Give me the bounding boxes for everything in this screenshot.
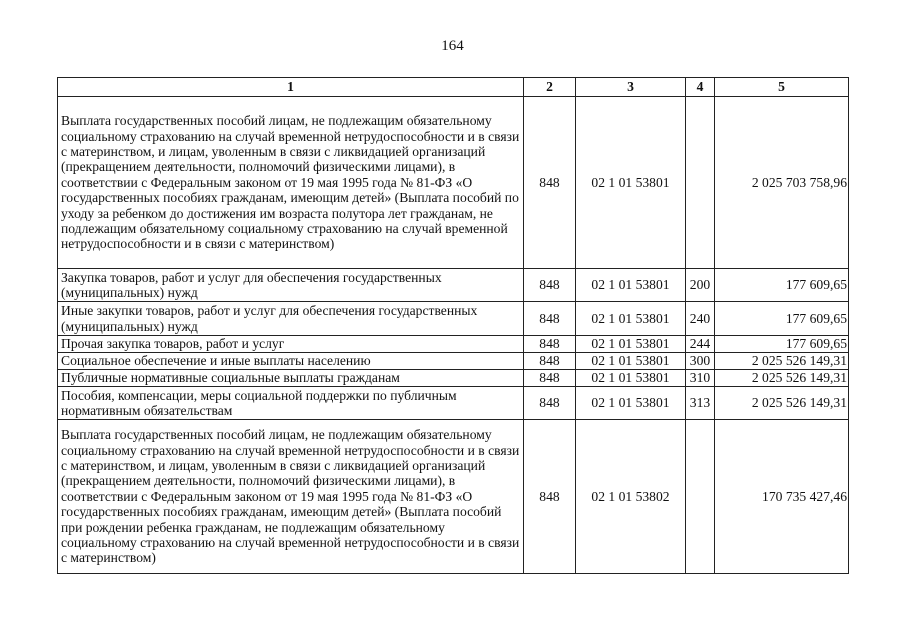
row-expense-type — [686, 97, 715, 269]
row-ministry: 848 — [524, 336, 576, 353]
table-row — [58, 97, 849, 269]
budget-table — [57, 77, 849, 574]
row-amount: 177 609,65 — [715, 269, 849, 302]
row-target-article: 02 1 01 53801 — [576, 302, 686, 336]
row-target-article: 02 1 01 53801 — [576, 370, 686, 387]
row-name: Публичные нормативные социальные выплаты гражданам — [58, 370, 524, 387]
row-name: Прочая закупка товаров, работ и услуг — [58, 336, 524, 353]
table-row — [58, 353, 849, 370]
header-name: 1 — [58, 78, 524, 97]
row-expense-type: 313 — [686, 387, 715, 420]
row-name: Иные закупки товаров, работ и услуг для обеспечения государственных (муниципальных) нужд — [58, 302, 524, 336]
row-ministry: 848 — [524, 302, 576, 336]
row-ministry: 848 — [524, 387, 576, 420]
row-ministry: 848 — [524, 353, 576, 370]
row-amount: 177 609,65 — [715, 336, 849, 353]
row-name: Пособия, компенсации, меры социальной поддержки по публичным нормативным обязательствам — [58, 387, 524, 420]
header-expense-type: 4 — [686, 78, 715, 97]
row-expense-type: 200 — [686, 269, 715, 302]
row-name: Закупка товаров, работ и услуг для обеспечения государственных (муниципальных) нужд — [58, 269, 524, 302]
header-amount: 5 — [715, 78, 849, 97]
header-target-article: 3 — [576, 78, 686, 97]
row-target-article: 02 1 01 53801 — [576, 353, 686, 370]
row-expense-type: 244 — [686, 336, 715, 353]
page-number: 164 — [441, 38, 464, 54]
header-row — [58, 78, 849, 97]
row-target-article: 02 1 01 53801 — [576, 97, 686, 269]
table-row — [58, 269, 849, 302]
row-name: Выплата государственных пособий лицам, не подлежащим обязательному социальному страхованию на случай временной нетрудоспособности и в связи с материнством, и лицам, уволенным в связи с ликвидацией организаций (прекращением деятельности, полномочий физическими лицами), в соответствии с Федеральным законом от 19 мая 1995 года № 81-ФЗ «О государственных пособиях гражданам, имеющим детей» (Выплата пособий по уходу за ребенком до достижения им возраста полутора лет гражданам, не подлежащим обязательному социальному страхованию на случай временной нетрудоспособности и в связи с материнством) — [58, 97, 524, 269]
row-target-article: 02 1 01 53801 — [576, 269, 686, 302]
row-amount: 2 025 703 758,96 — [715, 97, 849, 269]
row-expense-type — [686, 420, 715, 574]
row-expense-type: 240 — [686, 302, 715, 336]
row-amount: 170 735 427,46 — [715, 420, 849, 574]
table-row — [58, 336, 849, 353]
row-ministry: 848 — [524, 370, 576, 387]
row-name: Выплата государственных пособий лицам, не подлежащим обязательному социальному страхованию на случай временной нетрудоспособности и в связи с материнством, и лицам, уволенным в связи с ликвидацией организаций (прекращением деятельности, полномочий физическими лицами), в соответствии с Федеральным законом от 19 мая 1995 года № 81-ФЗ «О государственных пособиях гражданам, имеющим детей» (Выплата пособий при рождении ребенка гражданам, не подлежащим обязательному социальному страхованию на случай временной нетрудоспособности и в связи с материнством) — [58, 420, 524, 574]
row-expense-type: 300 — [686, 353, 715, 370]
row-target-article: 02 1 01 53801 — [576, 336, 686, 353]
table-row — [58, 302, 849, 336]
row-name: Социальное обеспечение и иные выплаты населению — [58, 353, 524, 370]
table-row — [58, 387, 849, 420]
row-expense-type: 310 — [686, 370, 715, 387]
row-target-article: 02 1 01 53802 — [576, 420, 686, 574]
row-ministry: 848 — [524, 269, 576, 302]
table-row — [58, 370, 849, 387]
table-row — [58, 420, 849, 574]
row-amount: 2 025 526 149,31 — [715, 387, 849, 420]
row-target-article: 02 1 01 53801 — [576, 387, 686, 420]
row-amount: 2 025 526 149,31 — [715, 353, 849, 370]
row-amount: 177 609,65 — [715, 302, 849, 336]
header-ministry: 2 — [524, 78, 576, 97]
row-amount: 2 025 526 149,31 — [715, 370, 849, 387]
row-ministry: 848 — [524, 97, 576, 269]
row-ministry: 848 — [524, 420, 576, 574]
